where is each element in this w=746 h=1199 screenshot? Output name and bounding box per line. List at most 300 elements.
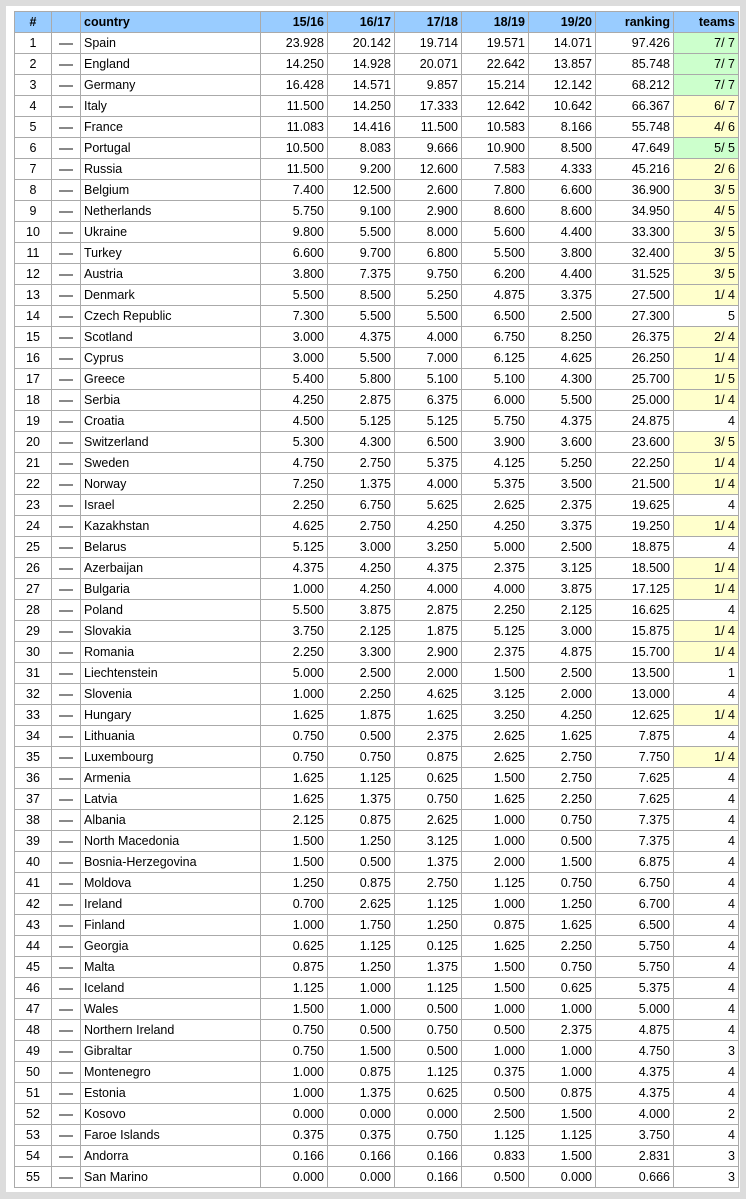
header-season-1617[interactable]: 16/17	[328, 12, 395, 33]
movement-cell	[52, 495, 81, 516]
movement-cell	[52, 453, 81, 474]
no-change-dash-icon	[59, 106, 73, 108]
season-1516-cell: 7.300	[261, 306, 328, 327]
season-1617-cell: 1.375	[328, 474, 395, 495]
rank-cell: 3	[15, 75, 52, 96]
header-season-1819[interactable]: 18/19	[462, 12, 529, 33]
ranking-cell: 7.750	[596, 747, 674, 768]
table-row	[15, 1146, 739, 1167]
season-1617-cell: 8.083	[328, 138, 395, 159]
ranking-cell: 15.700	[596, 642, 674, 663]
ranking-cell: 55.748	[596, 117, 674, 138]
season-1920-cell: 3.500	[529, 474, 596, 495]
movement-cell	[52, 369, 81, 390]
table-row	[15, 768, 739, 789]
season-1819-cell: 2.500	[462, 1104, 529, 1125]
season-1617-cell: 1.125	[328, 768, 395, 789]
season-1516-cell: 9.800	[261, 222, 328, 243]
table-row	[15, 705, 739, 726]
season-1819-cell: 5.100	[462, 369, 529, 390]
season-1718-cell: 5.100	[395, 369, 462, 390]
country-cell: Andorra	[81, 1146, 261, 1167]
season-1920-cell: 3.125	[529, 558, 596, 579]
season-1516-cell: 1.625	[261, 705, 328, 726]
ranking-cell: 33.300	[596, 222, 674, 243]
season-1516-cell: 0.750	[261, 1041, 328, 1062]
season-1819-cell: 1.125	[462, 873, 529, 894]
season-1516-cell: 5.750	[261, 201, 328, 222]
no-change-dash-icon	[59, 295, 73, 297]
season-1718-cell: 1.125	[395, 978, 462, 999]
country-cell: Portugal	[81, 138, 261, 159]
rank-cell: 33	[15, 705, 52, 726]
no-change-dash-icon	[59, 148, 73, 150]
movement-cell	[52, 33, 81, 54]
season-1920-cell: 1.625	[529, 915, 596, 936]
teams-cell: 4	[674, 873, 739, 894]
movement-cell	[52, 537, 81, 558]
season-1920-cell: 12.142	[529, 75, 596, 96]
rank-cell: 9	[15, 201, 52, 222]
season-1920-cell: 10.642	[529, 96, 596, 117]
season-1819-cell: 1.125	[462, 1125, 529, 1146]
table-row	[15, 516, 739, 537]
season-1617-cell: 2.750	[328, 453, 395, 474]
table-row	[15, 852, 739, 873]
season-1617-cell: 1.000	[328, 978, 395, 999]
season-1718-cell: 9.857	[395, 75, 462, 96]
teams-cell: 1/ 5	[674, 369, 739, 390]
no-change-dash-icon	[59, 463, 73, 465]
table-row	[15, 894, 739, 915]
country-cell: Georgia	[81, 936, 261, 957]
rank-cell: 25	[15, 537, 52, 558]
season-1718-cell: 4.250	[395, 516, 462, 537]
season-1516-cell: 0.700	[261, 894, 328, 915]
movement-cell	[52, 831, 81, 852]
movement-cell	[52, 54, 81, 75]
table-row	[15, 1125, 739, 1146]
no-change-dash-icon	[59, 1177, 73, 1179]
table-row	[15, 1020, 739, 1041]
season-1516-cell: 1.500	[261, 999, 328, 1020]
season-1718-cell: 5.625	[395, 495, 462, 516]
season-1819-cell: 1.625	[462, 789, 529, 810]
no-change-dash-icon	[59, 652, 73, 654]
movement-cell	[52, 411, 81, 432]
season-1718-cell: 2.875	[395, 600, 462, 621]
season-1617-cell: 4.250	[328, 558, 395, 579]
season-1920-cell: 1.625	[529, 726, 596, 747]
movement-cell	[52, 579, 81, 600]
season-1920-cell: 2.375	[529, 1020, 596, 1041]
rank-cell: 54	[15, 1146, 52, 1167]
season-1718-cell: 9.666	[395, 138, 462, 159]
season-1920-cell: 0.625	[529, 978, 596, 999]
season-1819-cell: 19.571	[462, 33, 529, 54]
movement-cell	[52, 201, 81, 222]
rank-cell: 17	[15, 369, 52, 390]
teams-cell: 4	[674, 936, 739, 957]
movement-cell	[52, 474, 81, 495]
season-1516-cell: 7.250	[261, 474, 328, 495]
season-1920-cell: 2.500	[529, 537, 596, 558]
teams-cell: 7/ 7	[674, 33, 739, 54]
season-1718-cell: 11.500	[395, 117, 462, 138]
no-change-dash-icon	[59, 673, 73, 675]
movement-cell	[52, 138, 81, 159]
season-1617-cell: 0.750	[328, 747, 395, 768]
no-change-dash-icon	[59, 1114, 73, 1116]
country-cell: Lithuania	[81, 726, 261, 747]
table-row	[15, 999, 739, 1020]
season-1617-cell: 7.375	[328, 264, 395, 285]
teams-cell: 1/ 4	[674, 348, 739, 369]
season-1718-cell: 2.375	[395, 726, 462, 747]
season-1718-cell: 2.750	[395, 873, 462, 894]
ranking-cell: 6.750	[596, 873, 674, 894]
season-1920-cell: 8.500	[529, 138, 596, 159]
movement-cell	[52, 1062, 81, 1083]
table-row	[15, 1062, 739, 1083]
season-1920-cell: 4.375	[529, 411, 596, 432]
no-change-dash-icon	[59, 421, 73, 423]
season-1920-cell: 0.750	[529, 957, 596, 978]
teams-cell: 3	[674, 1041, 739, 1062]
season-1920-cell: 2.250	[529, 789, 596, 810]
no-change-dash-icon	[59, 799, 73, 801]
season-1920-cell: 13.857	[529, 54, 596, 75]
teams-cell: 3	[674, 1167, 739, 1188]
ranking-cell: 15.875	[596, 621, 674, 642]
season-1920-cell: 0.000	[529, 1167, 596, 1188]
no-change-dash-icon	[59, 757, 73, 759]
season-1819-cell: 4.250	[462, 516, 529, 537]
season-1718-cell: 0.166	[395, 1167, 462, 1188]
season-1617-cell: 5.500	[328, 222, 395, 243]
header-movement	[52, 12, 81, 33]
season-1819-cell: 2.625	[462, 495, 529, 516]
no-change-dash-icon	[59, 526, 73, 528]
table-row	[15, 54, 739, 75]
season-1516-cell: 14.250	[261, 54, 328, 75]
no-change-dash-icon	[59, 547, 73, 549]
no-change-dash-icon	[59, 442, 73, 444]
no-change-dash-icon	[59, 820, 73, 822]
table-row	[15, 537, 739, 558]
season-1718-cell: 2.900	[395, 201, 462, 222]
teams-cell: 3/ 5	[674, 222, 739, 243]
season-1516-cell: 1.625	[261, 768, 328, 789]
ranking-cell: 13.500	[596, 663, 674, 684]
season-1617-cell: 12.500	[328, 180, 395, 201]
teams-cell: 1/ 4	[674, 621, 739, 642]
rank-cell: 26	[15, 558, 52, 579]
season-1718-cell: 3.250	[395, 537, 462, 558]
season-1920-cell: 2.000	[529, 684, 596, 705]
season-1920-cell: 8.600	[529, 201, 596, 222]
teams-cell: 4	[674, 810, 739, 831]
no-change-dash-icon	[59, 211, 73, 213]
rank-cell: 1	[15, 33, 52, 54]
movement-cell	[52, 873, 81, 894]
movement-cell	[52, 264, 81, 285]
season-1516-cell: 4.500	[261, 411, 328, 432]
season-1516-cell: 23.928	[261, 33, 328, 54]
teams-cell: 1/ 4	[674, 579, 739, 600]
country-cell: Kosovo	[81, 1104, 261, 1125]
teams-cell: 3	[674, 1146, 739, 1167]
ranking-cell: 21.500	[596, 474, 674, 495]
season-1718-cell: 2.625	[395, 810, 462, 831]
country-cell: Slovenia	[81, 684, 261, 705]
country-cell: Ukraine	[81, 222, 261, 243]
season-1516-cell: 5.300	[261, 432, 328, 453]
country-cell: Albania	[81, 810, 261, 831]
ranking-cell: 32.400	[596, 243, 674, 264]
movement-cell	[52, 747, 81, 768]
season-1920-cell: 0.500	[529, 831, 596, 852]
season-1617-cell: 1.500	[328, 1041, 395, 1062]
country-cell: San Marino	[81, 1167, 261, 1188]
rank-cell: 28	[15, 600, 52, 621]
ranking-cell: 97.426	[596, 33, 674, 54]
season-1516-cell: 4.750	[261, 453, 328, 474]
country-cell: Iceland	[81, 978, 261, 999]
season-1718-cell: 19.714	[395, 33, 462, 54]
movement-cell	[52, 978, 81, 999]
season-1718-cell: 9.750	[395, 264, 462, 285]
no-change-dash-icon	[59, 169, 73, 171]
season-1718-cell: 2.600	[395, 180, 462, 201]
season-1617-cell: 9.100	[328, 201, 395, 222]
season-1819-cell: 1.000	[462, 810, 529, 831]
country-cell: Montenegro	[81, 1062, 261, 1083]
season-1819-cell: 7.583	[462, 159, 529, 180]
season-1617-cell: 2.625	[328, 894, 395, 915]
country-cell: Slovakia	[81, 621, 261, 642]
country-cell: Wales	[81, 999, 261, 1020]
season-1617-cell: 1.875	[328, 705, 395, 726]
country-cell: Czech Republic	[81, 306, 261, 327]
table-row	[15, 474, 739, 495]
season-1920-cell: 3.800	[529, 243, 596, 264]
season-1516-cell: 2.250	[261, 495, 328, 516]
season-1920-cell: 2.125	[529, 600, 596, 621]
season-1617-cell: 2.250	[328, 684, 395, 705]
season-1920-cell: 3.375	[529, 285, 596, 306]
season-1920-cell: 1.250	[529, 894, 596, 915]
table-row	[15, 180, 739, 201]
rank-cell: 47	[15, 999, 52, 1020]
season-1819-cell: 1.000	[462, 831, 529, 852]
rank-cell: 7	[15, 159, 52, 180]
season-1718-cell: 0.750	[395, 789, 462, 810]
rank-cell: 12	[15, 264, 52, 285]
season-1617-cell: 4.250	[328, 579, 395, 600]
country-cell: Bulgaria	[81, 579, 261, 600]
season-1819-cell: 2.625	[462, 747, 529, 768]
no-change-dash-icon	[59, 589, 73, 591]
no-change-dash-icon	[59, 610, 73, 612]
movement-cell	[52, 1083, 81, 1104]
season-1516-cell: 4.375	[261, 558, 328, 579]
country-cell: Malta	[81, 957, 261, 978]
no-change-dash-icon	[59, 841, 73, 843]
rank-cell: 21	[15, 453, 52, 474]
table-row	[15, 789, 739, 810]
movement-cell	[52, 1167, 81, 1188]
table-row	[15, 96, 739, 117]
season-1516-cell: 16.428	[261, 75, 328, 96]
no-change-dash-icon	[59, 1156, 73, 1158]
season-1920-cell: 2.375	[529, 495, 596, 516]
season-1920-cell: 1.000	[529, 999, 596, 1020]
movement-cell	[52, 432, 81, 453]
season-1516-cell: 1.000	[261, 1083, 328, 1104]
season-1718-cell: 1.375	[395, 852, 462, 873]
season-1718-cell: 1.125	[395, 894, 462, 915]
rank-cell: 19	[15, 411, 52, 432]
season-1819-cell: 2.375	[462, 642, 529, 663]
season-1920-cell: 3.600	[529, 432, 596, 453]
movement-cell	[52, 810, 81, 831]
rank-cell: 22	[15, 474, 52, 495]
movement-cell	[52, 684, 81, 705]
no-change-dash-icon	[59, 64, 73, 66]
season-1819-cell: 2.000	[462, 852, 529, 873]
movement-cell	[52, 75, 81, 96]
teams-cell: 4	[674, 1062, 739, 1083]
season-1617-cell: 1.375	[328, 789, 395, 810]
season-1617-cell: 0.375	[328, 1125, 395, 1146]
ranking-cell: 7.375	[596, 810, 674, 831]
teams-cell: 1/ 4	[674, 558, 739, 579]
header-teams[interactable]: teams	[674, 12, 739, 33]
ranking-cell: 7.375	[596, 831, 674, 852]
rank-cell: 40	[15, 852, 52, 873]
rank-cell: 11	[15, 243, 52, 264]
table-row	[15, 873, 739, 894]
season-1718-cell: 1.375	[395, 957, 462, 978]
header-rank[interactable]: #	[15, 12, 52, 33]
season-1819-cell: 4.000	[462, 579, 529, 600]
ranking-cell: 2.831	[596, 1146, 674, 1167]
season-1516-cell: 2.125	[261, 810, 328, 831]
ranking-cell: 4.750	[596, 1041, 674, 1062]
teams-cell: 4	[674, 915, 739, 936]
season-1617-cell: 5.500	[328, 348, 395, 369]
season-1617-cell: 3.000	[328, 537, 395, 558]
ranking-cell: 27.500	[596, 285, 674, 306]
teams-cell: 4	[674, 768, 739, 789]
teams-cell: 4	[674, 495, 739, 516]
season-1718-cell: 6.500	[395, 432, 462, 453]
ranking-cell: 26.250	[596, 348, 674, 369]
teams-cell: 4	[674, 978, 739, 999]
rank-cell: 51	[15, 1083, 52, 1104]
rank-cell: 48	[15, 1020, 52, 1041]
season-1819-cell: 4.125	[462, 453, 529, 474]
season-1718-cell: 8.000	[395, 222, 462, 243]
rank-cell: 10	[15, 222, 52, 243]
no-change-dash-icon	[59, 568, 73, 570]
season-1718-cell: 4.625	[395, 684, 462, 705]
season-1718-cell: 0.875	[395, 747, 462, 768]
season-1516-cell: 10.500	[261, 138, 328, 159]
header-season-1718[interactable]: 17/18	[395, 12, 462, 33]
teams-cell: 4	[674, 789, 739, 810]
season-1920-cell: 4.400	[529, 222, 596, 243]
ranking-cell: 16.625	[596, 600, 674, 621]
season-1617-cell: 14.571	[328, 75, 395, 96]
no-change-dash-icon	[59, 1030, 73, 1032]
movement-cell	[52, 348, 81, 369]
table-row	[15, 369, 739, 390]
season-1617-cell: 3.300	[328, 642, 395, 663]
season-1920-cell: 1.500	[529, 1146, 596, 1167]
season-1718-cell: 5.500	[395, 306, 462, 327]
no-change-dash-icon	[59, 190, 73, 192]
season-1718-cell: 4.000	[395, 579, 462, 600]
table-row	[15, 222, 739, 243]
season-1819-cell: 5.600	[462, 222, 529, 243]
table-row	[15, 75, 739, 96]
season-1819-cell: 1.000	[462, 894, 529, 915]
header-country[interactable]: country	[81, 12, 261, 33]
rank-cell: 24	[15, 516, 52, 537]
season-1718-cell: 6.800	[395, 243, 462, 264]
no-change-dash-icon	[59, 400, 73, 402]
season-1819-cell: 0.500	[462, 1020, 529, 1041]
season-1617-cell: 3.875	[328, 600, 395, 621]
header-ranking[interactable]: ranking	[596, 12, 674, 33]
country-cell: Sweden	[81, 453, 261, 474]
header-season-1920[interactable]: 19/20	[529, 12, 596, 33]
ranking-cell: 19.250	[596, 516, 674, 537]
season-1819-cell: 10.900	[462, 138, 529, 159]
rank-cell: 53	[15, 1125, 52, 1146]
season-1617-cell: 2.750	[328, 516, 395, 537]
season-1718-cell: 1.125	[395, 1062, 462, 1083]
season-1516-cell: 0.625	[261, 936, 328, 957]
no-change-dash-icon	[59, 127, 73, 129]
season-1819-cell: 3.250	[462, 705, 529, 726]
season-1819-cell: 22.642	[462, 54, 529, 75]
header-season-1516[interactable]: 15/16	[261, 12, 328, 33]
season-1920-cell: 3.875	[529, 579, 596, 600]
season-1718-cell: 4.000	[395, 474, 462, 495]
country-cell: Belarus	[81, 537, 261, 558]
movement-cell	[52, 516, 81, 537]
season-1617-cell: 9.200	[328, 159, 395, 180]
table-row	[15, 1104, 739, 1125]
rank-cell: 29	[15, 621, 52, 642]
season-1718-cell: 2.000	[395, 663, 462, 684]
ranking-cell: 27.300	[596, 306, 674, 327]
season-1617-cell: 0.000	[328, 1104, 395, 1125]
no-change-dash-icon	[59, 925, 73, 927]
rank-cell: 43	[15, 915, 52, 936]
no-change-dash-icon	[59, 43, 73, 45]
ranking-cell: 6.875	[596, 852, 674, 873]
season-1920-cell: 1.500	[529, 1104, 596, 1125]
country-cell: Kazakhstan	[81, 516, 261, 537]
season-1516-cell: 1.000	[261, 579, 328, 600]
rank-cell: 41	[15, 873, 52, 894]
no-change-dash-icon	[59, 358, 73, 360]
movement-cell	[52, 999, 81, 1020]
